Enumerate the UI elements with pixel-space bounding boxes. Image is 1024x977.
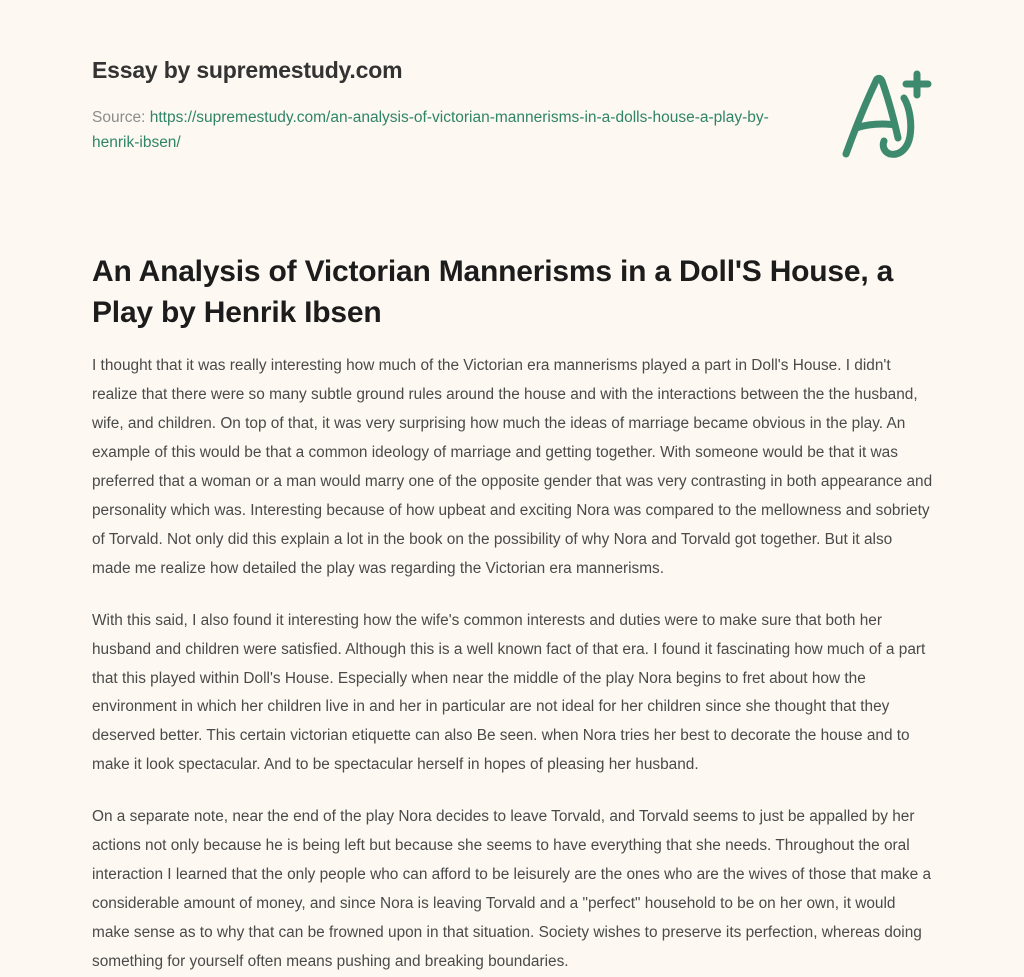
essay-body [92, 352, 934, 977]
page-header [92, 56, 792, 155]
a-plus-logo [832, 62, 942, 167]
source-url-link[interactable]: https://supremestudy.com/an-analysis-of-victorian-mannerisms-in-a-dolls-house-a-play-by-henrik-ibsen/ [92, 108, 769, 151]
page-title: An Analysis of Victorian Mannerisms in a Doll'S House, a Play by Henrik Ibsen [92, 255, 894, 329]
essay-by-heading: Essay by supremestudy.com [92, 57, 403, 83]
source-label: Source: [92, 108, 146, 126]
paragraph: I thought that it was really interesting how much of the Victorian era mannerisms played a part in Doll's House. I didn't realize that there were so many subtle ground rules around the house and with the interactions between the the husband, wife, and children. On top of that, it was very surprising how much the ideas of marriage became obvious in the play. An example of this would be that a common ideology of marriage and getting together. With someone would be that it was preferred that a woman or a man would marry one of the opposite gender that was very contrasting in both appearance and personality which was. Interesting because of how upbeat and exciting Nora was compared to the mellowness and sobriety of Torvald. Not only did this explain a lot in the book on the possibility of why Nora and Torvald got together. But it also made me realize how detailed the play was regarding the Victorian era mannerisms. [92, 357, 933, 577]
source-line [92, 105, 772, 155]
paragraph: With this said, I also found it interesting how the wife's common interests and duties were to make sure that both her husband and children were satisfied. Although this is a well known fact of that era. I found it fascinating how much of a part that this played within Doll's House. Especially when near the middle of the play Nora begins to fret about how the environment in which her children live in and her in particular are not ideal for her children since she thought that they deserved better. This certain victorian etiquette can also Be seen. when Nora tries her best to decorate the house and to make it look spectacular. And to be spectacular herself in hopes of pleasing her husband. [92, 611, 926, 774]
paragraph: On a separate note, near the end of the play Nora decides to leave Torvald, and Torvald seems to just be appalled by her actions not only because he is being left but because she seems to have everything that she needs. Throughout the oral interaction I learned that the only people who can afford to be leisurely are the ones who are the wives of those that make a considerable amount of money, and since Nora is leaving Torvald and a "perfect" household to be on her own, it would make sense as to why that can be frowned upon in that situation. Society wishes to preserve its perfection, whereas doing something for yourself often means pushing and breaking boundaries. [92, 808, 932, 971]
